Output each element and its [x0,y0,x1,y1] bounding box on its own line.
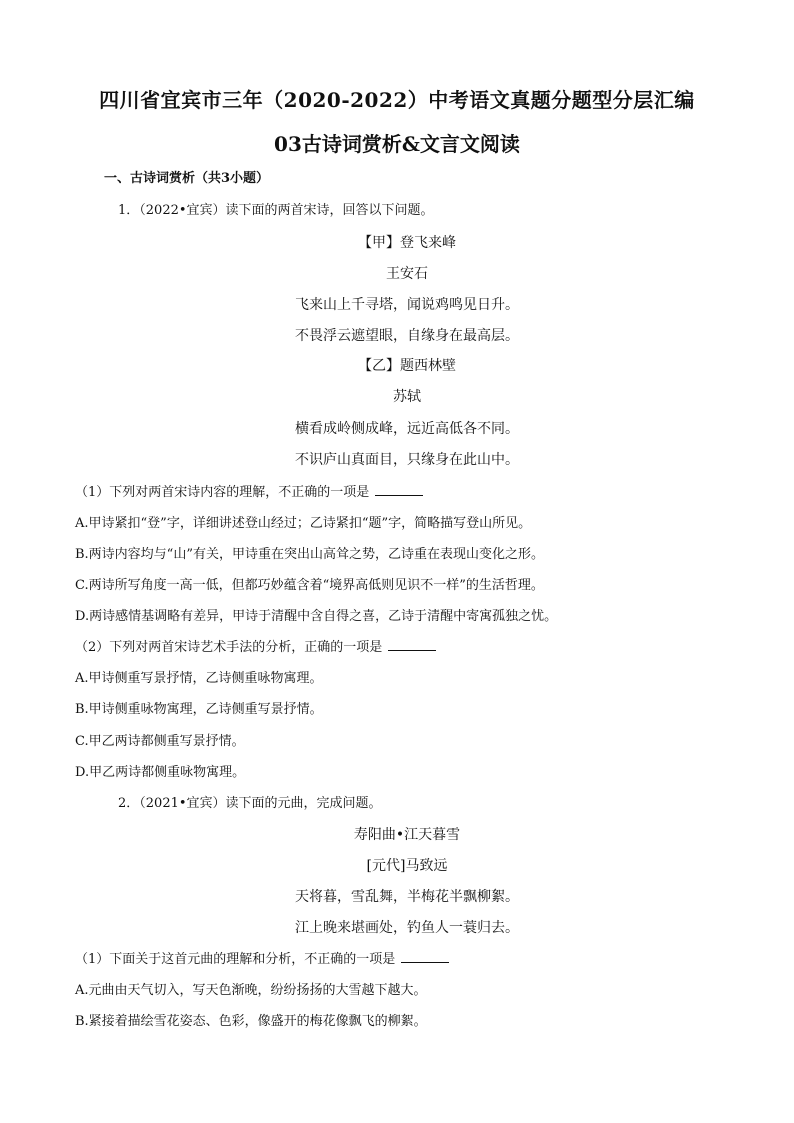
question-1-sub2-text: （2）下列对两首宋诗艺术手法的分析，正确的一项是 [75,640,383,655]
question-2-sub1-text: （1）下面关于这首元曲的理解和分析，不正确的一项是 [75,952,396,967]
poem-a-line1: 飞来山上千寻塔，闻说鸡鸣见日升。 [295,297,519,313]
q2-sub1-option-a: A.元曲由天气切入，写天色渐晚，纷纷扬扬的大雪越下越大。 [75,983,427,998]
q1-sub2-option-c: C.甲乙两诗都侧重写景抒情。 [75,734,245,749]
answer-blank[interactable] [388,638,436,651]
doc-title-line2: 03古诗词赏析&文言文阅读 [274,132,520,156]
q1-sub2-option-a: A.甲诗侧重写景抒情，乙诗侧重咏物寓理。 [75,671,323,686]
question-2-stem: 2．（2021•宜宾）读下面的元曲，完成问题。 [118,796,382,811]
qu-author: [元代]马致远 [366,858,448,874]
q1-sub1-option-a: A.甲诗紧扣“登”字，详细讲述登山经过；乙诗紧扣“题”字，简略描写登山所见。 [75,516,532,531]
question-1-sub1-text: （1）下列对两首宋诗内容的理解，不正确的一项是 [75,485,370,500]
qu-line2: 江上晚来堪画处，钓鱼人一蓑归去。 [295,920,519,936]
section-heading: 一、古诗词赏析（共3小题） [104,171,270,186]
question-1-sub1 [75,481,423,500]
question-1-sub2 [75,636,436,655]
poem-b-author: 苏轼 [393,389,421,405]
qu-line1: 天将暮，雪乱舞，半梅花半飘柳絮。 [295,889,519,905]
q1-sub2-option-d: D.甲乙两诗都侧重咏物寓理。 [75,765,246,780]
poem-b-title: 【乙】题西林壁 [358,358,456,374]
q1-sub2-option-b: B.甲诗侧重咏物寓理，乙诗侧重写景抒情。 [75,702,323,717]
poem-b-line1: 横看成岭侧成峰，远近高低各不同。 [295,421,519,437]
qu-title: 寿阳曲•江天暮雪 [353,827,461,843]
doc-title-line1: 四川省宜宾市三年（2020-2022）中考语文真题分题型分层汇编 [99,88,695,112]
question-1-stem: 1．（2022•宜宾）读下面的两首宋诗，回答以下问题。 [118,203,434,218]
poem-a-line2: 不畏浮云遮望眼，自缘身在最高层。 [295,328,519,344]
q1-sub1-option-c: C.两诗所写角度一高一低，但都巧妙蕴含着“境界高低则见识不一样”的生活哲理。 [75,578,544,593]
question-2-sub1 [75,948,449,967]
poem-a-title: 【甲】登飞来峰 [358,235,456,251]
answer-blank[interactable] [375,483,423,496]
poem-b-line2: 不识庐山真面目，只缘身在此山中。 [295,452,519,468]
answer-blank[interactable] [401,950,449,963]
q1-sub1-option-d: D.两诗感情基调略有差异，甲诗于清醒中含自得之喜，乙诗于清醒中寄寓孤独之忧。 [75,609,558,624]
poem-a-author: 王安石 [386,266,428,282]
q2-sub1-option-b: B.紧接着描绘雪花姿态、色彩，像盛开的梅花像飘飞的柳絮。 [75,1014,427,1029]
q1-sub1-option-b: B.两诗内容均与“山”有关，甲诗重在突出山高耸之势，乙诗重在表现山变化之形。 [75,547,544,562]
